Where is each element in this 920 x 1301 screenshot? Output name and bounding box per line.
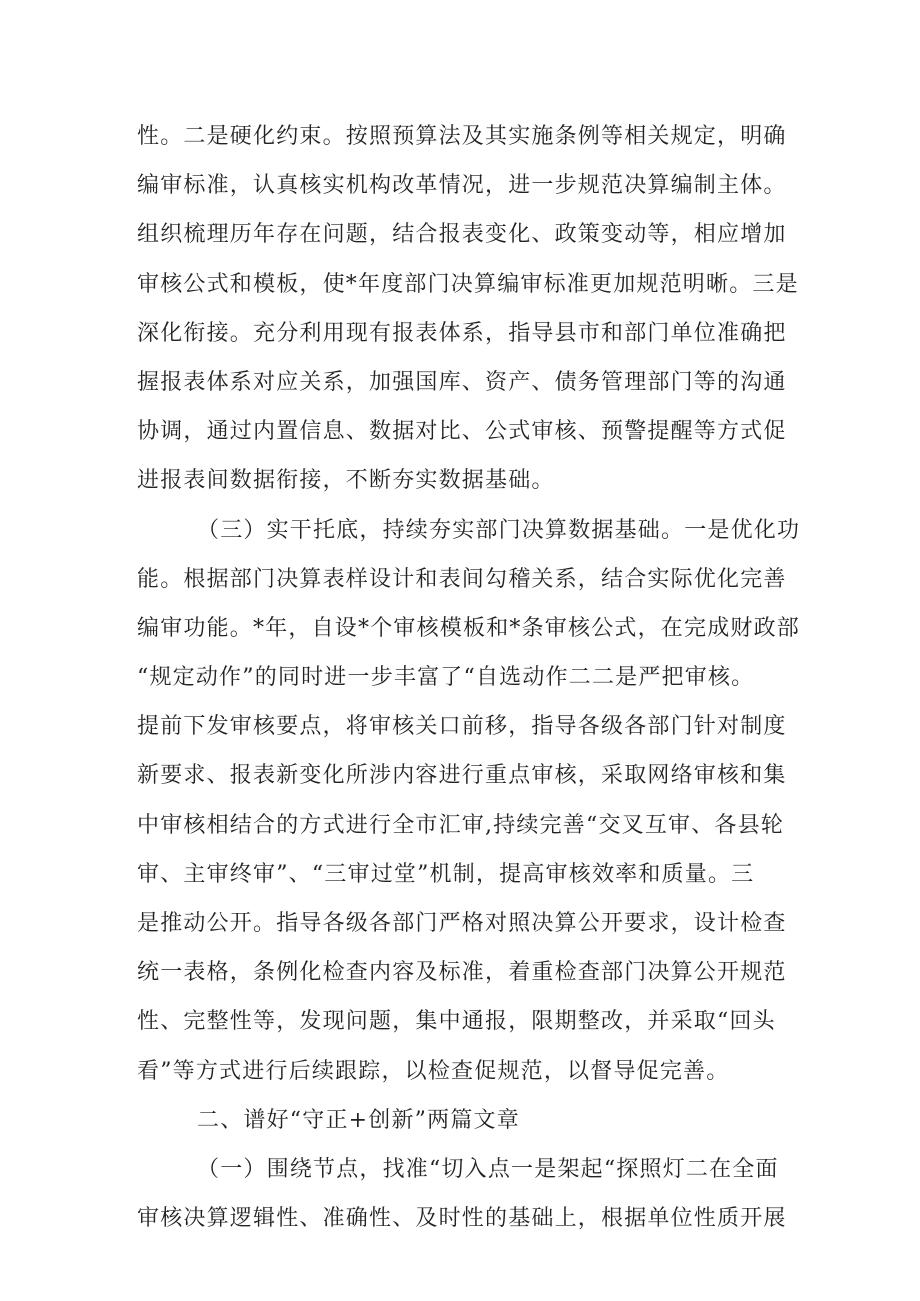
text-line: 提前下发审核要点，将审核关口前移，指导各级各部门针对制度: [137, 714, 787, 740]
text-line: 组织梳理历年存在问题，结合报表变化、政策变动等，相应增加: [137, 222, 787, 248]
text-line: 看”等方式进行后续跟踪，以检查促规范，以督导促完善。: [137, 1058, 730, 1084]
text-line: 审、主审终审”、“三审过堂”机制，提高审核效率和质量。三: [137, 861, 755, 887]
text-line: 进报表间数据衔接，不断夯实数据基础。: [137, 468, 555, 494]
document-body: [137, 112, 801, 1243]
text-line: 编审功能。*年，自设*个审核模板和*条审核公式，在完成财政部: [137, 615, 801, 641]
text-line: 是推动公开。指导各级各部门严格对照决算公开要求，设计检查: [137, 911, 787, 936]
text-line: 能。根据部门决算表样设计和表间勾稽关系，结合实际优化完善: [137, 566, 787, 592]
text-line: 审核决算逻辑性、准确性、及时性的基础上，根据单位性质开展: [137, 1206, 787, 1232]
text-line: 二、谱好“守正+创新”两篇文章: [197, 1107, 520, 1133]
text-line: 握报表体系对应关系，加强国库、资产、债务管理部门等的沟通: [137, 369, 787, 395]
text-line: 编审标准，认真核实机构改革情况，进一步规范决算编制主体。: [137, 173, 787, 199]
text-line: 统一表格，条例化检查内容及标准，着重检查部门决算公开规范: [137, 960, 787, 986]
text-line: 中审核相结合的方式进行全市汇审,持续完善“交叉互审、各县轮: [137, 812, 785, 838]
text-line: 性、完整性等，发现问题，集中通报，限期整改，并采取“回头: [137, 1009, 776, 1035]
text-line: 性。二是硬化约束。按照预算法及其实施条例等相关规定，明确: [137, 124, 787, 149]
text-line: “规定动作”的同时进一步丰富了“自选动作二二是严把审核。: [137, 665, 755, 691]
text-line: （一）围绕节点，找准“切入点一是架起“探照灯二在全面: [197, 1156, 779, 1182]
text-line: （三）实干托底，持续夯实部门决算数据基础。一是优化功: [197, 517, 801, 543]
text-line: 新要求、报表新变化所涉内容进行重点审核，采取网络审核和集: [137, 763, 787, 789]
text-line: 深化衔接。充分利用现有报表体系，指导县市和部门单位准确把: [137, 320, 787, 346]
text-line: 协调，通过内置信息、数据对比、公式审核、预警提醒等方式促: [137, 419, 787, 445]
text-line: 审核公式和模板，使*年度部门决算编审标准更加规范明晰。三是: [137, 271, 799, 297]
